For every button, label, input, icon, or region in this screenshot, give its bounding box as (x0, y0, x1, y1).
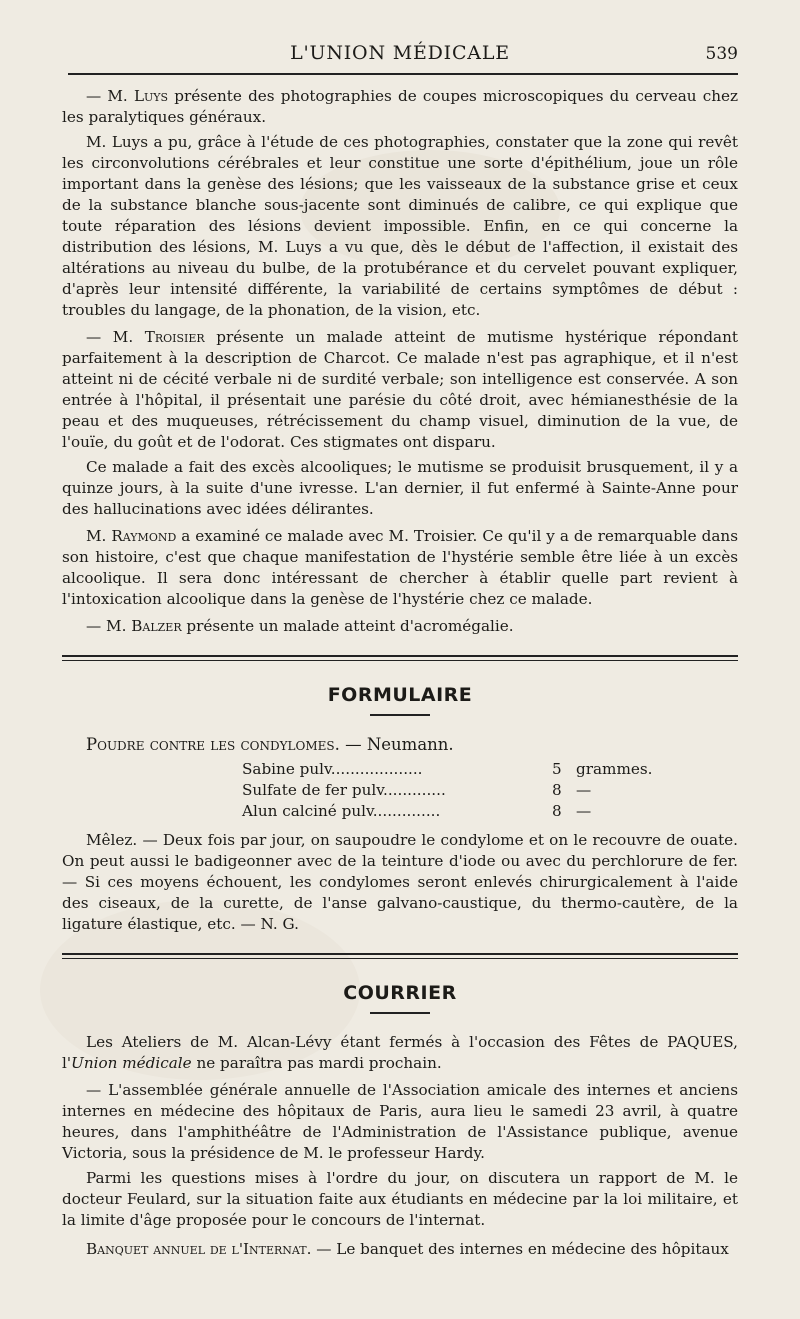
ingredient-name: Sulfate de fer pulv............. (242, 781, 446, 799)
formulaire-title: FORMULAIRE (327, 684, 473, 706)
courrier-paragraph-ateliers: Les Ateliers de M. Alcan-Lévy étant fermés à l'occasion des Fêtes de PAQUES, l'Union médicale ne paraîtra pas mardi prochain. (62, 1033, 738, 1072)
ingredient-unit: grammes. (576, 760, 653, 778)
paragraph-luys-detail: M. Luys a pu, grâce à l'étude de ces photographies, constater que la zone qui revêt les circonvolutions cérébrales et leur constitue une sorte d'épithélium, joue un rôle important dans la genèse des lésions; que les vaisseaux de la substance grise et ceux de la substance blanche sous-jacente sont diminués de calibre, ce qui explique que toute réparation des lésions devient impossible. Enfin, en ce qui concerne la distribution des lésions, M. Luys a vu que, dès le début de l'affection, il existait des altérations au niveau du bulbe, de la protubérance et du cervelet pouvant expliquer, d'après leur intensité différente, la variabilité de certains symptômes de début : troubles du langage, de la phonation, de la vision, etc. (62, 133, 738, 319)
title-underline (370, 1012, 430, 1014)
running-title: L'UNION MÉDICALE (290, 42, 510, 64)
paragraph-raymond: M. Raymond a examiné ce malade avec M. Troisier. Ce qu'il y a de remarquable dans son histoire, c'est que chaque manifestation de l'hystérie semble être liée à un excès alcoolique. Il sera donc intéressant de chercher à établir quelle part revient à l'intoxication alcoolique dans la genèse de l'hystérie chez ce malade. (62, 527, 738, 608)
ingredient-name: Alun calciné pulv.............. (242, 802, 441, 820)
ingredient-row (242, 801, 652, 822)
section-divider (62, 655, 738, 661)
ingredient-table (242, 759, 652, 822)
author-name: Troisier (144, 328, 205, 346)
page-header (0, 38, 800, 72)
ingredient-qty: 8 (552, 802, 562, 820)
article-body (62, 86, 738, 1264)
paragraph-troisier-detail: Ce malade a fait des excès alcooliques; le mutisme se produisit brusquement, il y a quinze jours, à la suite d'une ivresse. L'an dernier, il fut enfermé à Sainte-Anne pour des hallucinations avec idées délirantes. (62, 458, 738, 518)
section-divider (62, 953, 738, 959)
ingredient-row (242, 780, 652, 801)
courrier-paragraph-banquet: Banquet annuel de l'Internat. — Le banquet des internes en médecine des hôpitaux (86, 1240, 729, 1258)
author-name: Raymond (111, 527, 177, 545)
author-name: Balzer (131, 617, 182, 635)
courrier-paragraph-questions: Parmi les questions mises à l'ordre du jour, on discutera un rapport de M. le docteur Feulard, sur la situation faite aux étudiants en médecine par la loi militaire, et la limite d'âge proposée pour le concours de l'internat. (62, 1169, 738, 1229)
title-underline (370, 714, 430, 716)
ingredient-qty: 8 (552, 781, 562, 799)
ingredient-name: Sabine pulv................... (242, 760, 423, 778)
recipe-instructions: Mêlez. — Deux fois par jour, on saupoudre le condylome et on le recouvre de ouate. On peut aussi le badigeonner avec de la teinture d'iode ou avec du perchlorure de fer. — Si ces moyens échouent, les condylomes seront enlevés chirurgicalement à l'aide des ciseaux, de la curette, de l'anse galvano-caustique, du thermo-cautère, de la ligature élastique, etc. — N. G. (62, 831, 738, 933)
page-number: 539 (705, 44, 738, 64)
courrier-paragraph-assemblee: — L'assemblée générale annuelle de l'Association amicale des internes et anciens internes en médecine des hôpitaux de Paris, aura lieu le samedi 23 avril, à quatre heures, dans l'amphithéâtre de l'Administration de l'Assistance publique, avenue Victoria, sous la présidence de M. le professeur Hardy. (62, 1081, 738, 1162)
courrier-title: COURRIER (343, 982, 457, 1004)
ingredient-unit: — (576, 781, 592, 799)
ingredient-row (242, 759, 652, 780)
ingredient-unit: — (576, 802, 592, 820)
paragraph-troisier: — M. Troisier présente un malade atteint de mutisme hystérique répondant parfaitement à la description de Charcot. Ce malade n'est pas agraphique, et il n'est atteint ni de cécité verbale ni de surdité verbale; son intelligence est conservée. A son entrée à l'hôpital, il présentait une parésie du côté droit, avec hémianesthésie de la peau et des muqueuses, rétrécissement du champ visuel, diminution de la vue, de l'ouïe, du goût et de l'odorat. Ces stigmates ont disparu. (62, 328, 738, 451)
header-rule (68, 73, 738, 75)
recipe-title: Poudre contre les condylomes. — Neumann. (86, 735, 454, 754)
ingredient-qty: 5 (552, 760, 562, 778)
paragraph-luys: — M. Luys présente des photographies de coupes microscopiques du cerveau chez les paralytiques généraux. (62, 87, 738, 126)
paragraph-balzer: — M. Balzer présente un malade atteint d'acromégalie. (86, 617, 514, 635)
author-name: Luys (133, 87, 169, 105)
